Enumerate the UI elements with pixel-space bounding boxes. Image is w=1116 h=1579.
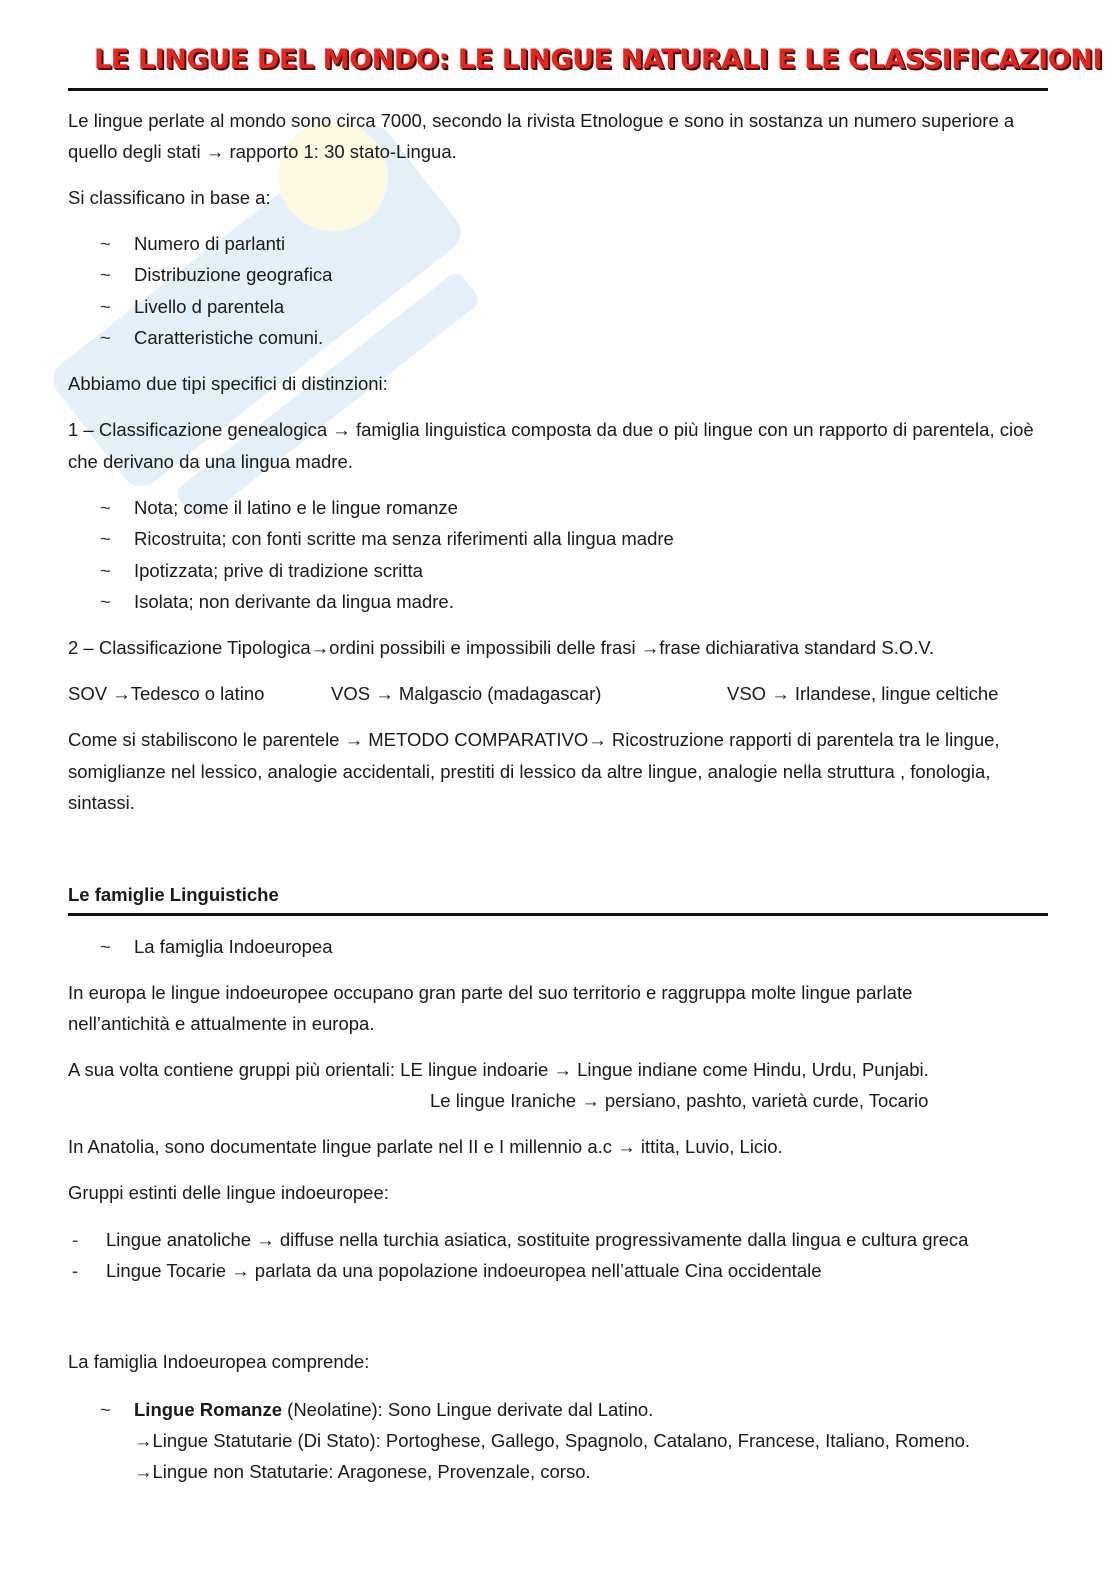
tilde-bullet: ~	[100, 591, 111, 612]
dash-bullet: -	[72, 1229, 79, 1250]
estinti-heading: Gruppi estinti delle lingue indoeuropee:	[68, 1182, 389, 1203]
tilde-bullet: ~	[100, 296, 111, 317]
parentele-line-2: somiglianze nel lessico, analogie accidentali, prestiti di lessico da altre lingue, analogie nella struttura , fonologia,	[68, 761, 991, 782]
order-sov: SOV →Tedesco o latino	[68, 683, 265, 704]
anatolia-text: In Anatolia, sono documentate lingue parlate nel II e I millennio a.c → ittita, Luvio, Licio.	[68, 1136, 783, 1157]
romanze-bold: Lingue Romanze	[134, 1399, 283, 1420]
list-item-text: Ipotizzata; prive di tradizione scritta	[134, 560, 423, 581]
europa-line-1: In europa le lingue indoeuropee occupano gran parte del suo territorio e raggruppa molte lingue parlate	[68, 982, 913, 1003]
list-item-text: Lingue Tocarie → parlata da una popolazione indoeuropea nell’attuale Cina occidentale	[106, 1260, 822, 1281]
orientali-line-2: Le lingue Iraniche → persiano, pashto, varietà curde, Tocario	[430, 1090, 929, 1111]
tilde-bullet: ~	[100, 497, 111, 518]
tilde-bullet: ~	[100, 264, 111, 285]
list-item-text: Ricostruita; con fonti scritte ma senza riferimenti alla lingua madre	[134, 528, 674, 549]
tilde-bullet: ~	[100, 528, 111, 549]
romanze-rest: (Neolatine): Sono Lingue derivate dal Latino.	[282, 1399, 654, 1420]
list-item-text: La famiglia Indoeuropea	[134, 936, 333, 957]
tilde-bullet: ~	[100, 1399, 111, 1420]
list-item-text: Caratteristiche comuni.	[134, 327, 324, 348]
romanze-text	[134, 1394, 653, 1425]
list-item-text: Isolata; non derivante da lingua madre.	[134, 591, 454, 612]
classify-heading: Si classificano in base a:	[68, 187, 271, 208]
section-divider	[68, 913, 1048, 916]
intro-line-1: Le lingue perlate al mondo sono circa 7000, secondo la rivista Etnologue e sono in sostanza un numero superiore a	[68, 110, 1015, 131]
parentele-line-1: Come si stabiliscono le parentele → METODO COMPARATIVO→ Ricostruzione rapporti di parentela tra le lingue,	[68, 729, 1000, 750]
order-vso: VSO → Irlandese, lingue celtiche	[727, 683, 999, 704]
order-vos: VOS → Malgascio (madagascar)	[331, 683, 602, 704]
intro-line-2: quello degli stati → rapporto 1: 30 stato-Lingua.	[68, 141, 457, 162]
dash-bullet: -	[72, 1260, 79, 1281]
list-item-text: Lingue anatoliche → diffuse nella turchia asiatica, sostituite progressivamente dalla lingua e cultura greca	[106, 1229, 969, 1250]
tilde-bullet: ~	[100, 560, 111, 581]
two-types-text: Abbiamo due tipi specifici di distinzioni:	[68, 373, 388, 394]
section-heading: Le famiglie Linguistiche	[68, 884, 279, 905]
tilde-bullet: ~	[100, 327, 111, 348]
genealogica-line-2: che derivano da una lingua madre.	[68, 451, 353, 472]
comprende-text: La famiglia Indoeuropea comprende:	[68, 1351, 370, 1372]
tilde-bullet: ~	[100, 233, 111, 254]
list-item-text: Livello d parentela	[134, 296, 285, 317]
title-divider	[68, 88, 1048, 91]
genealogica-line-1: 1 – Classificazione genealogica → famiglia linguistica composta da due o più lingue con un rapporto di parentela, cioè	[68, 419, 1034, 440]
non-statutarie-line: →Lingue non Statutarie: Aragonese, Provenzale, corso.	[134, 1461, 591, 1482]
orientali-line-1: A sua volta contiene gruppi più orientali: LE lingue indoarie → Lingue indiane come Hindu, Urdu, Punjabi.	[68, 1059, 929, 1080]
list-item-text: Numero di parlanti	[134, 233, 286, 254]
page-title: LE LINGUE DEL MONDO: LE LINGUE NATURALI E LE CLASSIFICAZIONI	[94, 44, 1103, 75]
europa-line-2: nell’antichità e attualmente in europa.	[68, 1013, 375, 1034]
list-item-text: Distribuzione geografica	[134, 264, 333, 285]
parentele-line-3: sintassi.	[68, 792, 135, 813]
tipologica-text: 2 – Classificazione Tipologica→ordini possibili e impossibili delle frasi →frase dichiarativa standard S.O.V.	[68, 637, 935, 658]
list-item-text: Nota; come il latino e le lingue romanze	[134, 497, 458, 518]
statutarie-line: →Lingue Statutarie (Di Stato): Portoghese, Gallego, Spagnolo, Catalano, Francese, Italiano, Romeno.	[134, 1430, 971, 1451]
tilde-bullet: ~	[100, 936, 111, 957]
